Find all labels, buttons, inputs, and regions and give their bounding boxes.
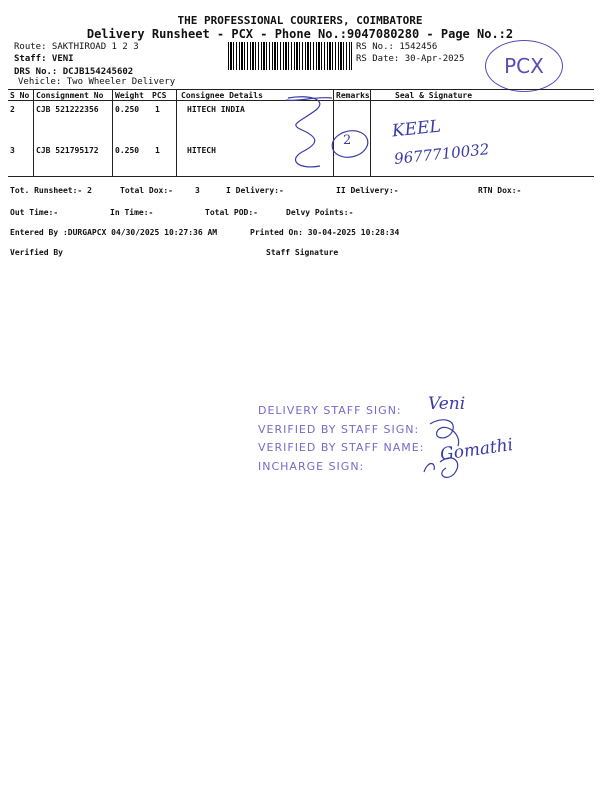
pcx-stamp: PCX — [485, 40, 563, 92]
vehicle-label: Vehicle: Two Wheeler Delivery — [18, 77, 176, 87]
staff-signature-label: Staff Signature — [266, 248, 339, 257]
runsheet-title: Delivery Runsheet - PCX - Phone No.:9047080280 - Page No.:2 — [86, 27, 514, 41]
in-time: In Time:- — [110, 208, 154, 217]
rs-number: RS No.: 1542456 — [356, 42, 438, 52]
stamp-verified-name: VERIFIED BY STAFF NAME: — [258, 441, 425, 454]
company-title: THE PROFESSIONAL COURIERS, COIMBATORE — [177, 14, 423, 27]
col-weight: Weight — [115, 91, 144, 100]
signature-gomathi: Gomathi — [438, 434, 515, 466]
col-sno: S No — [10, 91, 30, 100]
signature-veni: Veni — [428, 394, 466, 414]
stamp-delivery-staff: DELIVERY STAFF SIGN: — [258, 404, 402, 417]
signature-stamp — [258, 402, 424, 476]
staff-label: Staff: VENI — [14, 54, 74, 64]
table-row-pcs: 1 — [155, 105, 160, 114]
total-dox-value: 3 — [195, 186, 200, 195]
col-consignment: Consignment No — [36, 91, 104, 100]
col-pcs: PCS — [152, 91, 167, 100]
table-row-consignment: CJB 521222356 — [36, 105, 99, 114]
out-time: Out Time:- — [10, 208, 59, 217]
handwritten-name: KEEL — [391, 116, 442, 142]
col-remarks: Remarks — [336, 91, 370, 100]
i-delivery: I Delivery:- — [226, 186, 284, 195]
delvy-points: Delvy Points:- — [286, 208, 354, 217]
col-consignee: Consignee Details — [181, 91, 263, 100]
verified-by: Verified By — [10, 248, 63, 257]
drs-number: DRS No.: DCJB154245602 — [14, 67, 134, 77]
handwritten-remark: 2 — [343, 133, 352, 148]
table-row-pcs: 1 — [155, 146, 160, 155]
ii-delivery: II Delivery:- — [336, 186, 399, 195]
table-row-weight: 0.250 — [115, 146, 140, 155]
entered-by: Entered By :DURGAPCX 04/30/2025 10:27:36 AM — [10, 228, 218, 237]
route-label: Route: SAKTHIROAD 1 2 3 — [14, 42, 139, 52]
handwritten-phone: 9677710032 — [393, 140, 491, 168]
col-seal-signature: Seal & Signature — [395, 91, 473, 100]
table-row-consignee: HITECH — [187, 146, 216, 155]
table-row-consignee: HITECH INDIA — [187, 105, 245, 114]
total-dox-label: Total Dox:- — [120, 186, 173, 195]
barcode — [228, 42, 352, 70]
table-row-weight: 0.250 — [115, 105, 140, 114]
tot-runsheet: Tot. Runsheet:- 2 — [10, 186, 92, 195]
rs-date: RS Date: 30-Apr-2025 — [356, 54, 465, 64]
total-pod: Total POD:- — [205, 208, 258, 217]
table-row-sno: 3 — [10, 146, 15, 155]
table-row-sno: 2 — [10, 105, 15, 114]
stamp-incharge: INCHARGE SIGN: — [258, 459, 365, 473]
rtn-dox: RTN Dox:- — [478, 186, 522, 195]
table-row-consignment: CJB 521795172 — [36, 146, 99, 155]
stamp-verified-sign: VERIFIED BY STAFF SIGN: — [258, 422, 420, 436]
printed-on: Printed On: 30-04-2025 10:28:34 — [250, 228, 400, 237]
